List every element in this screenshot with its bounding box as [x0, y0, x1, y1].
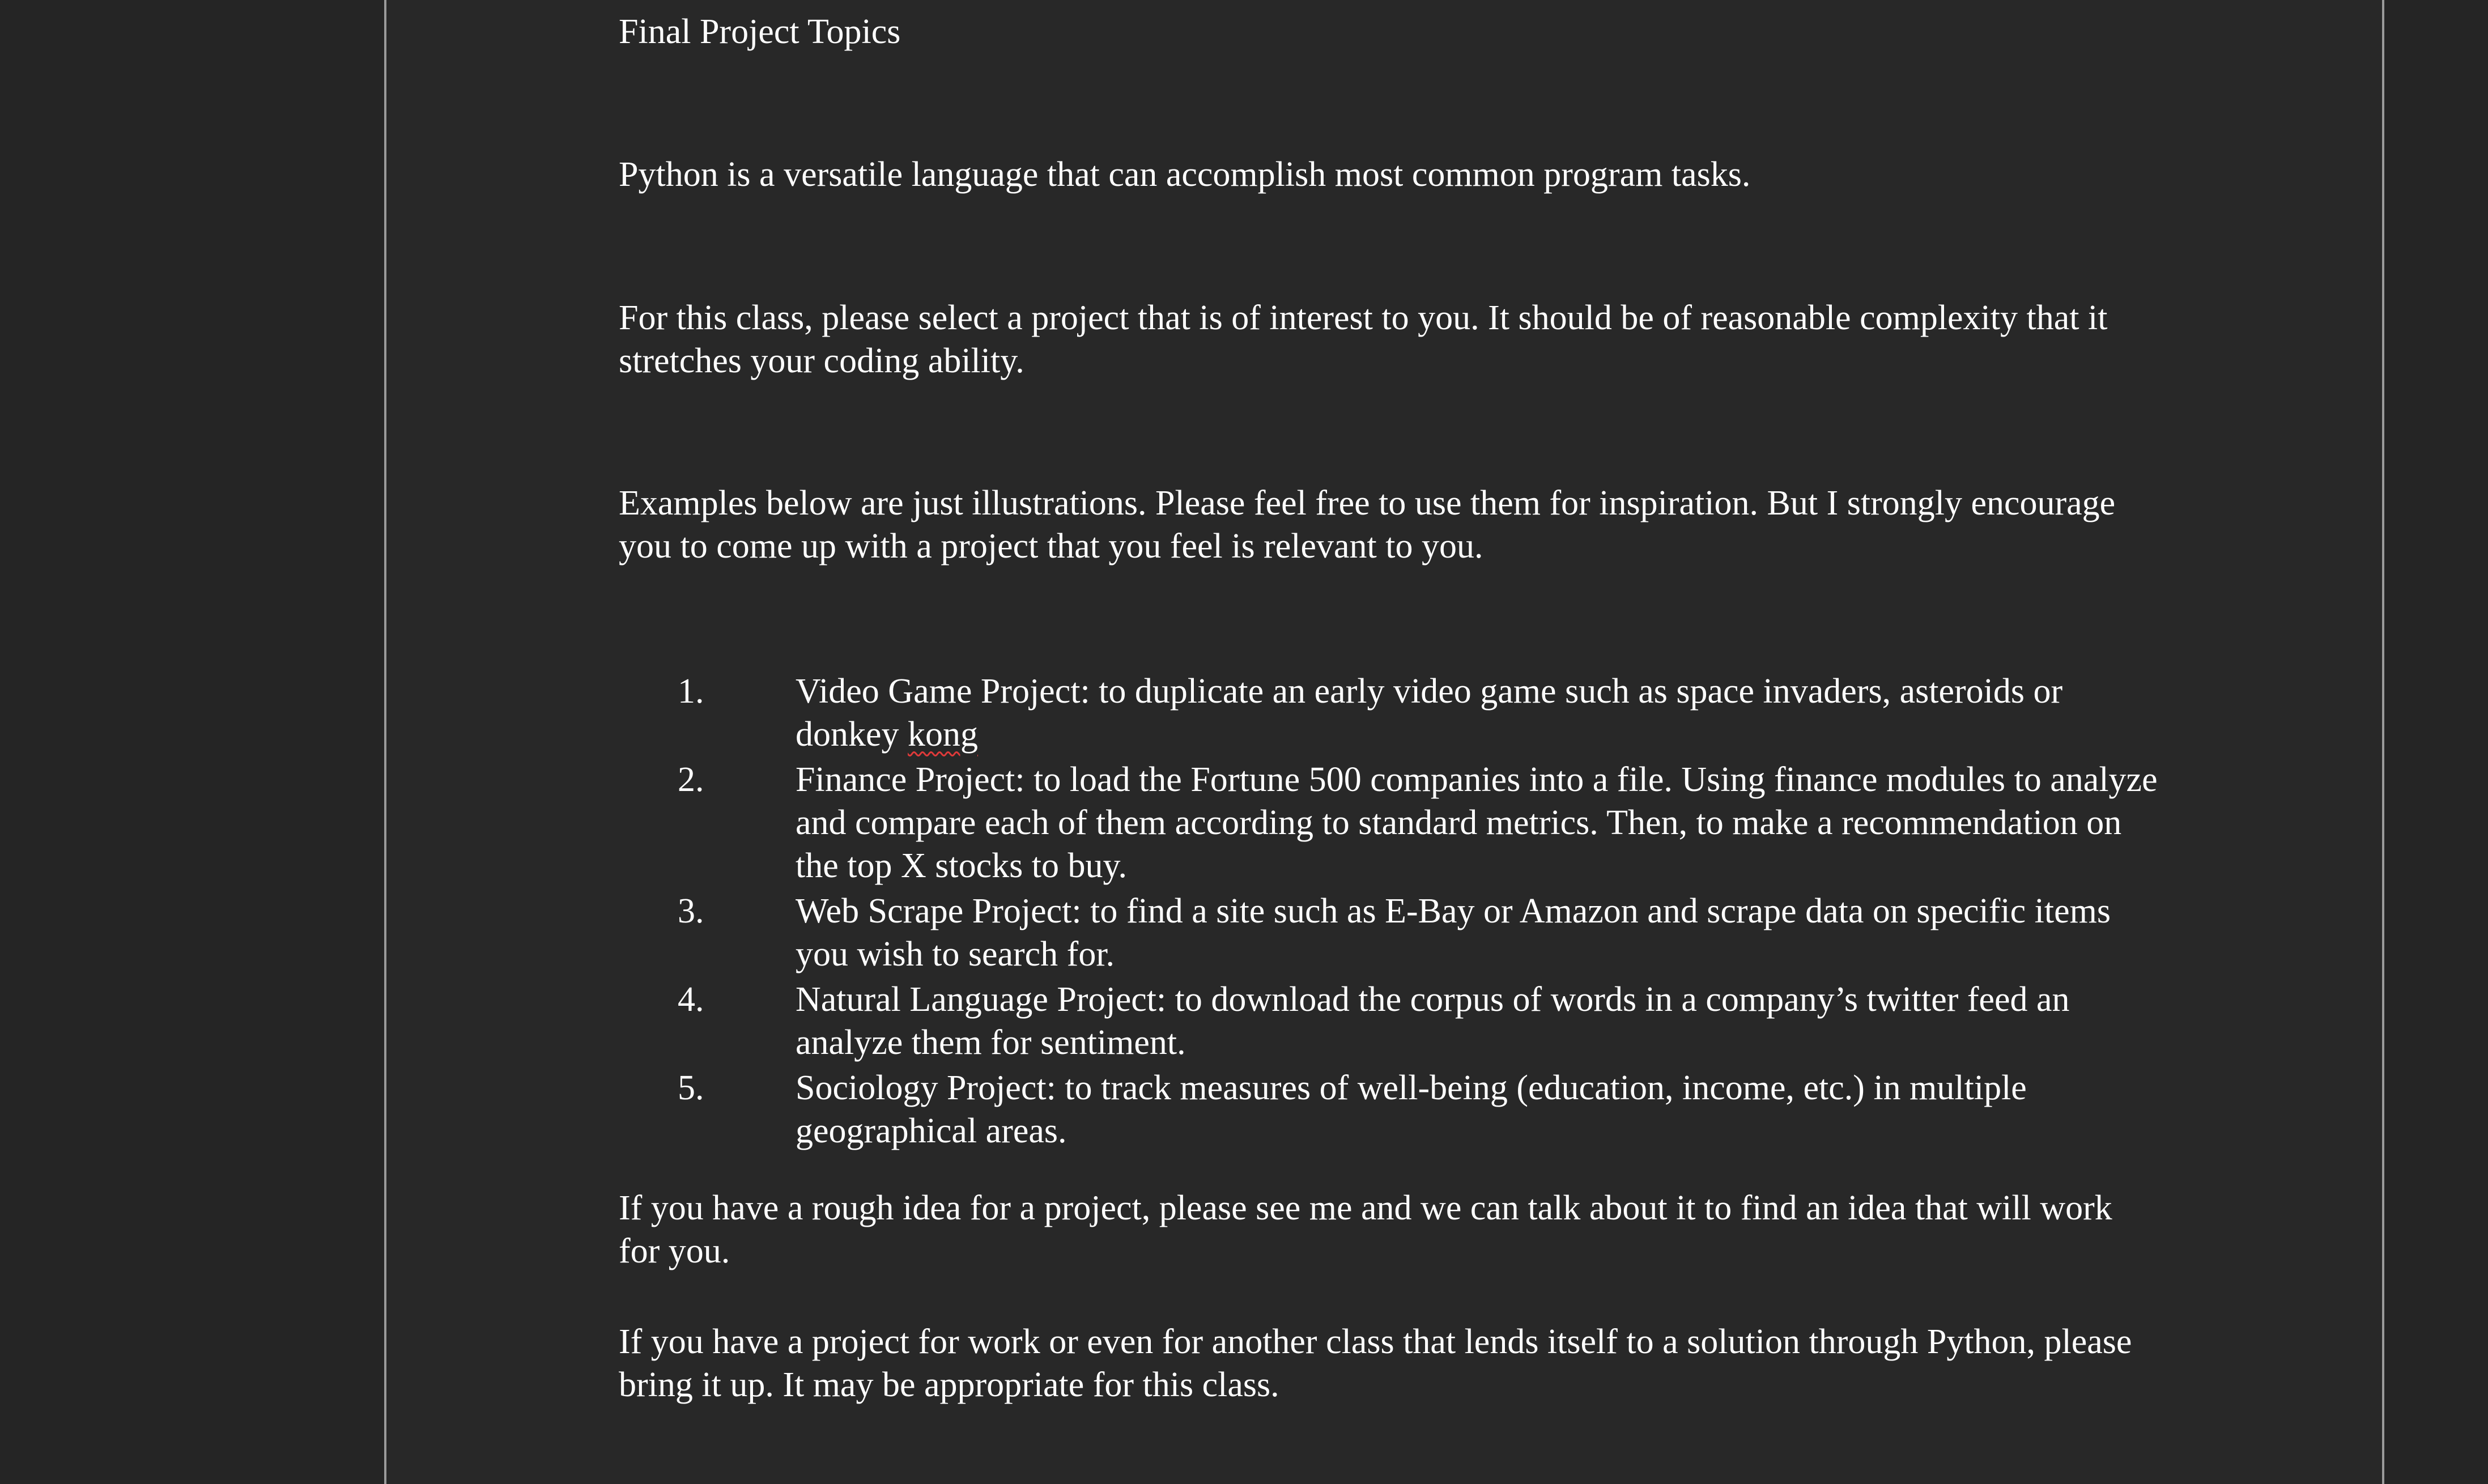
- list-item[interactable]: [678, 758, 2168, 887]
- list-number: 1.: [678, 672, 704, 711]
- list-item-text: Web Scrape Project: to find a site such as E-Bay or Amazon and scrape data on specific items you wish to search for.: [796, 892, 2111, 973]
- document-title[interactable]: Final Project Topics: [619, 12, 901, 51]
- list-item-text: [796, 672, 2062, 754]
- list-item-text: Finance Project: to load the Fortune 500 companies into a file. Using finance modules to analyze and compare each of them according to standard metrics. Then, to make a recommendation on the top X stocks to buy.: [796, 760, 2158, 885]
- list-item[interactable]: [678, 890, 2168, 976]
- list-item-text: Sociology Project: to track measures of well-being (education, income, etc.) in multiple geographical areas.: [796, 1069, 2027, 1150]
- list-item-text-before: Video Game Project: to duplicate an early video game such as space invaders, asteroids or donkey: [796, 672, 2063, 754]
- list-item[interactable]: [678, 1066, 2168, 1153]
- project-list: [678, 670, 2168, 1155]
- list-number: 3.: [678, 892, 704, 930]
- paragraph-intro[interactable]: Python is a versatile language that can accomplish most common program tasks.: [619, 155, 1751, 194]
- list-item[interactable]: [678, 670, 2168, 756]
- list-number: 2.: [678, 760, 704, 799]
- list-item-text: Natural Language Project: to download the corpus of words in a company’s twitter feed an analyze them for sentiment.: [796, 980, 2070, 1062]
- list-item[interactable]: [678, 978, 2168, 1064]
- paragraph-examples[interactable]: Examples below are just illustrations. Please feel free to use them for inspiration. But I strongly encourage you to come up with a project that you feel is relevant to you.: [619, 484, 2116, 565]
- list-number: 5.: [678, 1069, 704, 1107]
- paragraph-rough-idea[interactable]: If you have a rough idea for a project, please see me and we can talk about it to find an idea that will work for you.: [619, 1189, 2112, 1270]
- paragraph-select-project[interactable]: For this class, please select a project that is of interest to you. It should be of reasonable complexity that it stretches your coding ability.: [619, 299, 2108, 380]
- paragraph-work-project[interactable]: If you have a project for work or even for another class that lends itself to a solution through Python, please bring it up. It may be appropriate for this class.: [619, 1323, 2132, 1404]
- list-number: 4.: [678, 980, 704, 1019]
- spellcheck-flagged-word[interactable]: kong: [908, 715, 979, 754]
